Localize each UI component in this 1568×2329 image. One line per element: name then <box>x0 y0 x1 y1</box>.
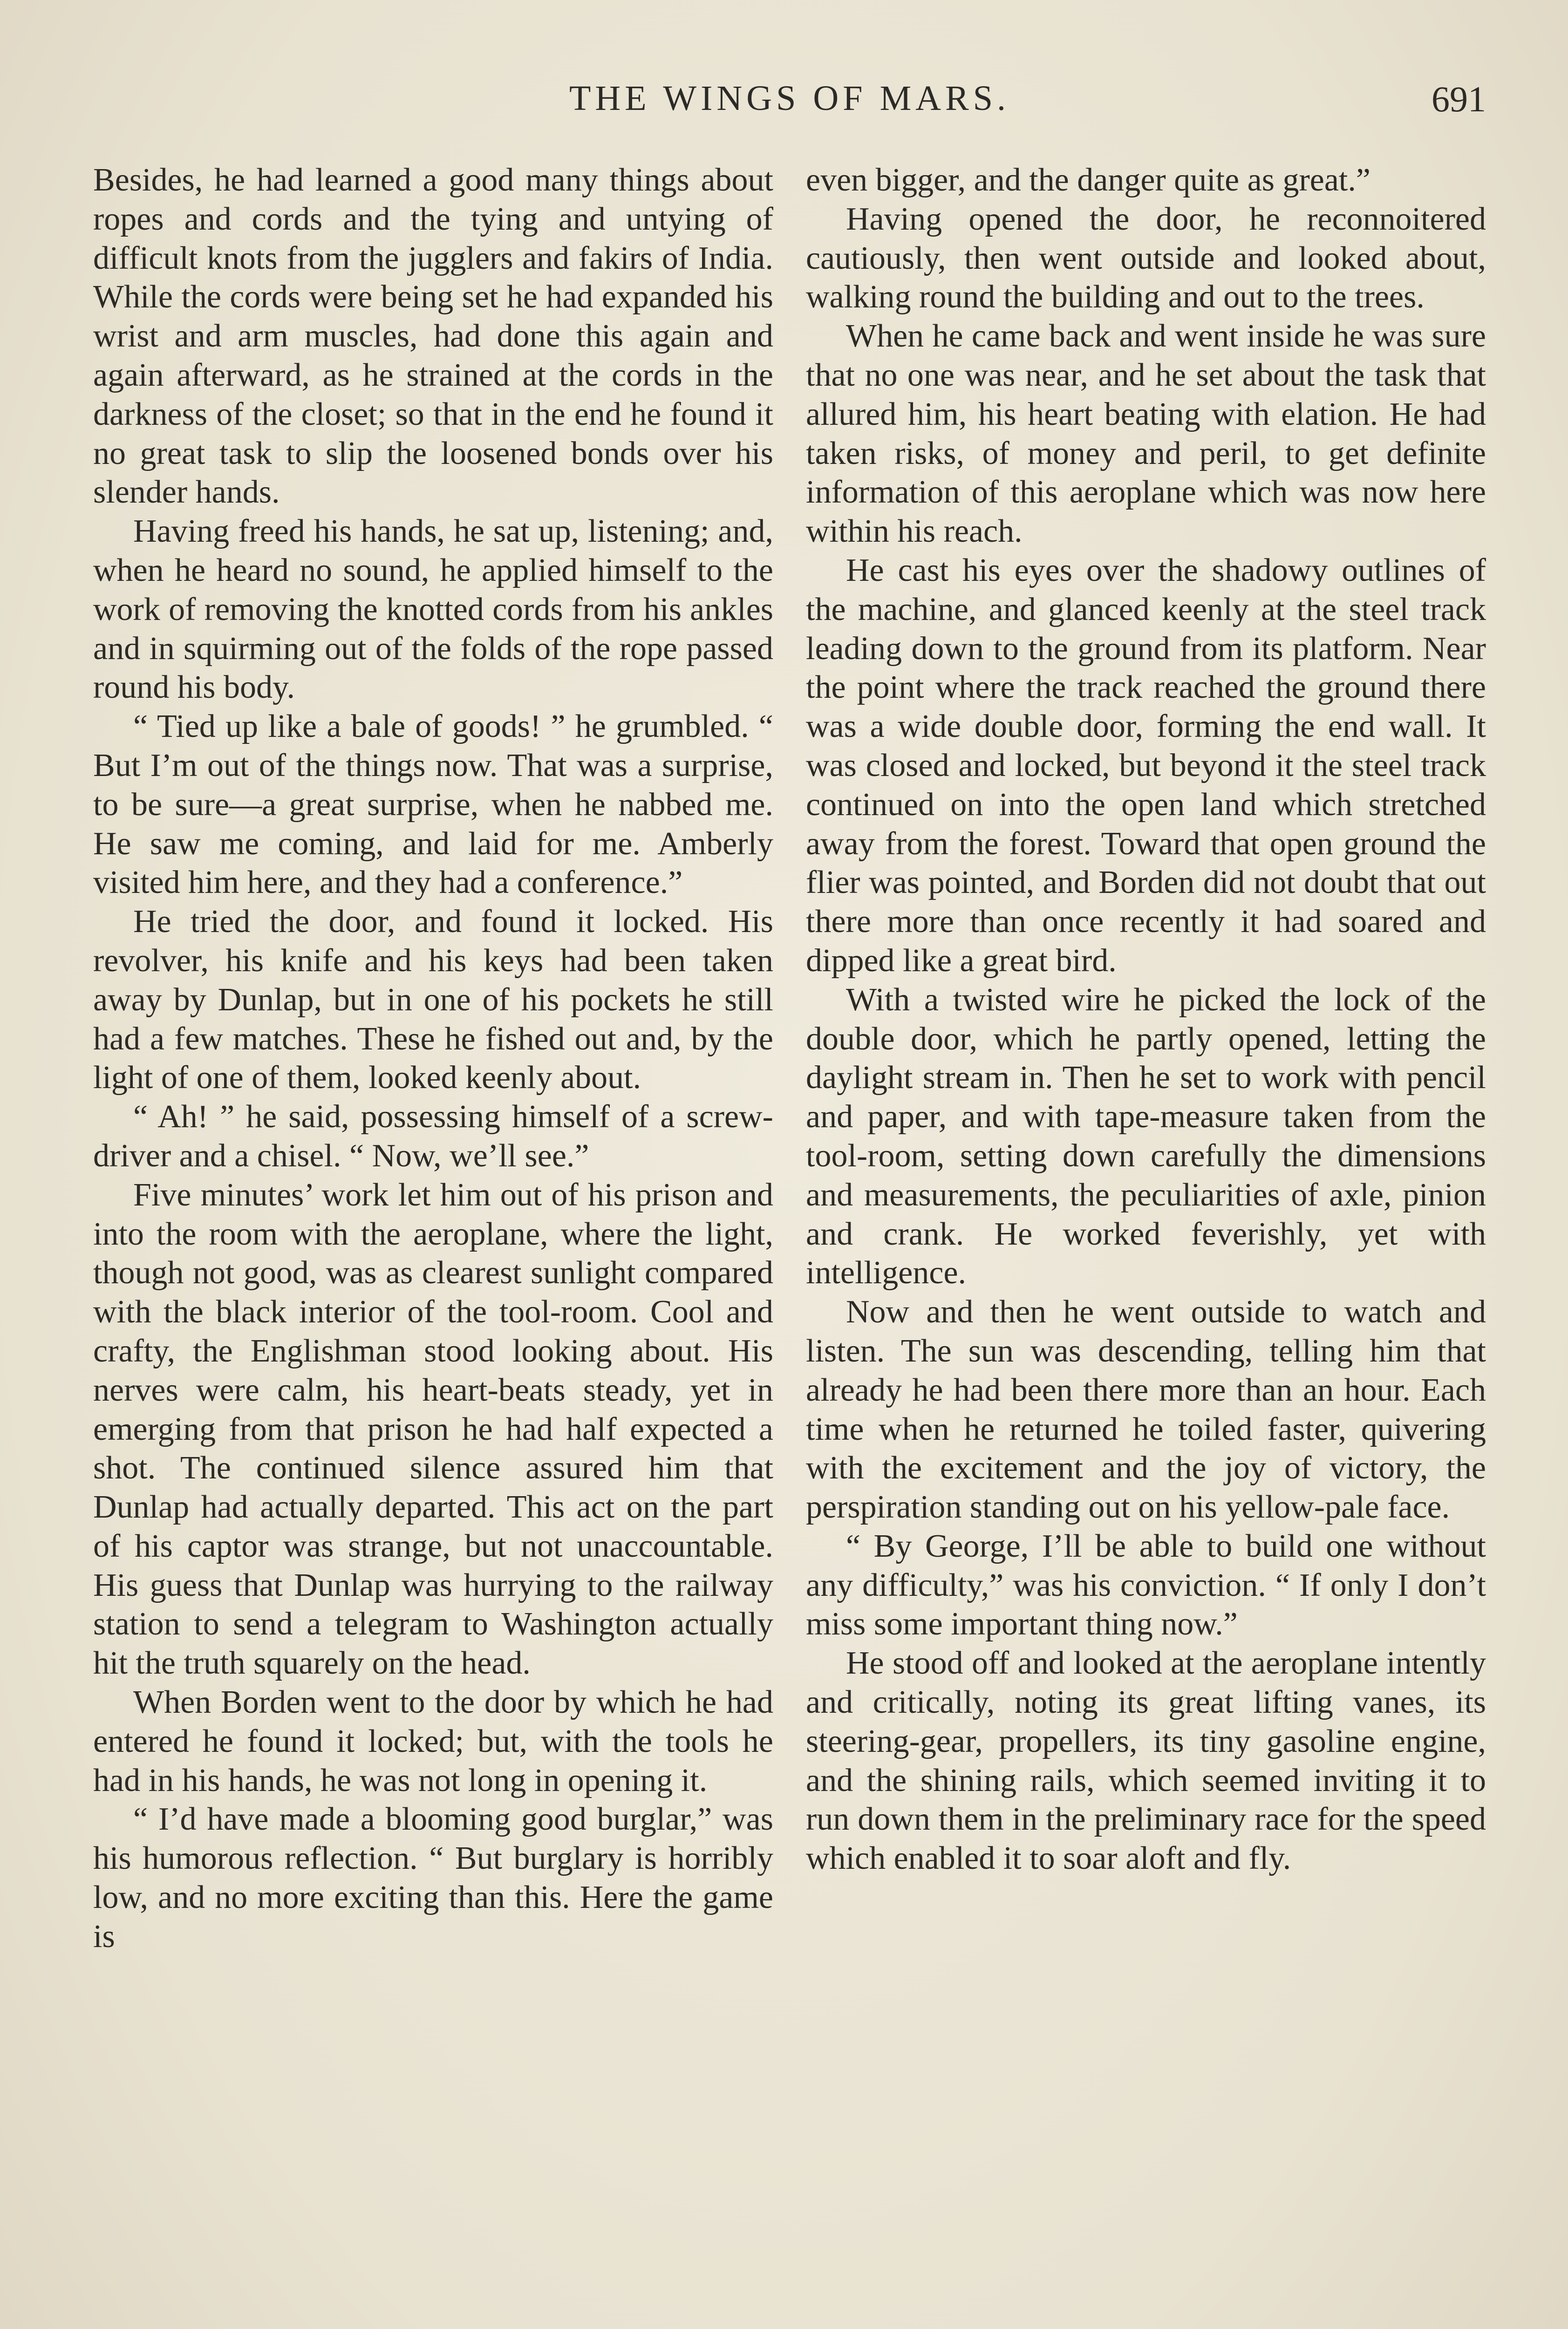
paragraph: Having opened the door, he reconnoitered cautiously, then went outside and looked about, walking round the building and out to the trees. <box>806 201 1486 315</box>
paragraph: even bigger, and the danger quite as great.” <box>806 162 1370 198</box>
paragraph: “ Ah! ” he said, possessing himself of a screw-driver and a chisel. “ Now, we’ll see.” <box>93 1099 773 1174</box>
page-header <box>93 78 1486 129</box>
left-column <box>93 161 773 1956</box>
paragraph: “ I’d have made a blooming good burglar,” was his humorous reflection. “ But burglary is horribly low, and no more exciting than this. Here the game is <box>93 1801 773 1954</box>
paragraph: He cast his eyes over the shadowy outlines of the machine, and glanced keenly at the steel track leading down to the ground from its platform. Near the point where the track reached the ground there was a wide double door, forming the end wall. It was closed and locked, but beyond it the steel track continued on into the open land which stretched away from the forest. Toward that open ground the flier was pointed, and Borden did not doubt that out there more than once recently it had soared and dipped like a great bird. <box>806 552 1486 979</box>
paragraph: With a twisted wire he picked the lock of the double door, which he partly opened, letting the daylight stream in. Then he set to work with pencil and paper, and with tape-measure taken from the tool-room, setting down carefully the dimensions and measurements, the peculiarities of axle, pinion and crank. He worked feverishly, yet with intelligence. <box>806 981 1486 1291</box>
paragraph: Five minutes’ work let him out of his prison and into the room with the aeroplane, where the light, though not good, was as clearest sunlight compared with the black interior of the tool-room. Cool and crafty, the Englishman stood looking about. His nerves were calm, his heart-beats steady, yet in emerging from that prison he had half expected a shot. The continued silence assured him that Dunlap had actually departed. This act on the part of his captor was strange, but not unaccountable. His guess that Dunlap was hurrying to the railway station to send a telegram to Washington actually hit the truth squarely on the head. <box>93 1177 773 1682</box>
paragraph: When Borden went to the door by which he had entered he found it locked; but, with the tools he had in his hands, he was not long in opening it. <box>93 1684 773 1798</box>
paragraph: He tried the door, and found it locked. His revolver, his knife and his keys had been taken away by Dunlap, but in one of his pockets he still had a few matches. These he fished out and, by the light of one of them, looked keenly about. <box>93 904 773 1096</box>
paragraph: “ Tied up like a bale of goods! ” he grumbled. “ But I’m out of the things now. That was a surprise, to be sure—a great surprise, when he nabbed me. He saw me coming, and laid for me. Amberly visited him here, and they had a conference.” <box>93 708 773 901</box>
paragraph: He stood off and looked at the aeroplane intently and critically, noting its great lifting vanes, its steering-gear, propellers, its tiny gasoline engine, and the shining rails, which seemed inviting it to run down them in the preliminary race for the speed which enabled it to soar aloft and fly. <box>806 1645 1486 1877</box>
running-title: THE WINGS OF MARS. <box>569 79 1010 118</box>
paragraph: When he came back and went inside he was sure that no one was near, and he set about the task that allured him, his heart beating with elation. He had taken risks, of money and peril, to get definite information of this aeroplane which was now here within his reach. <box>806 318 1486 550</box>
page-number: 691 <box>1432 79 1486 119</box>
paragraph: Besides, he had learned a good many things about ropes and cords and the tying and untying of difficult knots from the jugglers and fakirs of India. While the cords were being set he had expanded his wrist and arm muscles, had done this again and again afterward, as he strained at the cords in the darkness of the closet; so that in the end he found it no great task to slip the loosened bonds over his slender hands. <box>93 162 773 511</box>
paragraph: Now and then he went outside to watch and listen. The sun was descending, telling him that already he had been there more than an hour. Each time when he returned he toiled faster, quivering with the excitement and the joy of victory, the perspiration standing out on his yellow-pale face. <box>806 1294 1486 1525</box>
right-column <box>806 161 1486 1878</box>
paragraph: “ By George, I’ll be able to build one without any difficulty,” was his conviction. “ If only I don’t miss some important thing now.” <box>806 1528 1486 1642</box>
paragraph: Having freed his hands, he sat up, listening; and, when he heard no sound, he applied himself to the work of removing the knotted cords from his ankles and in squirming out of the folds of the rope passed round his body. <box>93 513 773 706</box>
